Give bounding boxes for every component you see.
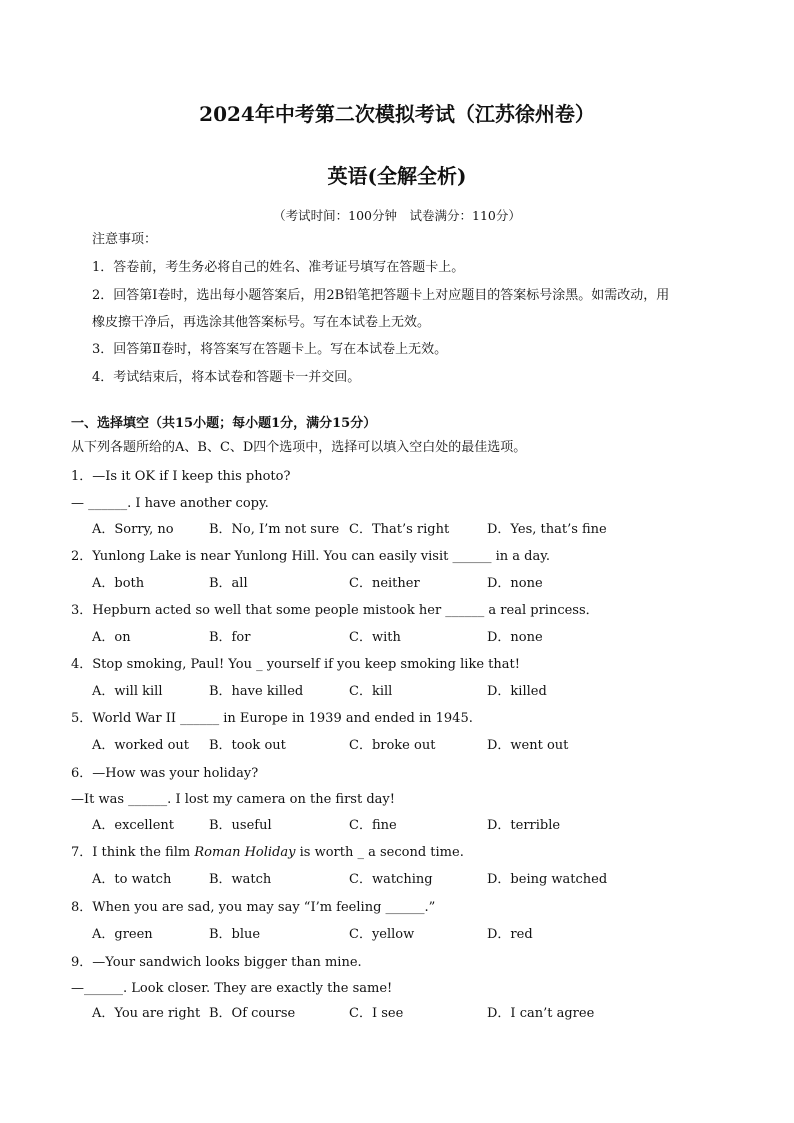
film-title: Roman Holiday — [194, 845, 296, 860]
option-b: B．watch — [209, 872, 272, 887]
option-c: C．yellow — [349, 927, 415, 942]
option-d: D．none — [487, 576, 543, 591]
exam-title: 2024年中考第二次模拟考试（江苏徐州卷） — [199, 102, 595, 126]
option-c: C．fine — [349, 818, 397, 833]
option-d: D．terrible — [487, 818, 561, 833]
option-b: B．Of course — [209, 1006, 296, 1021]
question-stem: 4．Stop smoking, Paul! You _ yourself if you keep smoking like that! — [71, 657, 520, 672]
section-instruction: 从下列各题所给的A、B、C、D四个选项中，选择可以填入空白处的最佳选项。 — [71, 440, 527, 455]
option-a: A．worked out — [92, 738, 190, 753]
question-stem-reply: — ______. I have another copy. — [71, 496, 269, 511]
question-stem: 6．—How was your holiday? — [71, 766, 259, 781]
exam-info: （考试时间：100分钟 试卷满分：110分） — [273, 208, 521, 223]
option-b: B．useful — [209, 818, 272, 833]
note-item: 2．回答第Ⅰ卷时，选出每小题答案后，用2B铅笔把答题卡上对应题目的答案标号涂黑。如需改动，用 — [92, 288, 670, 303]
option-c: C．watching — [349, 872, 433, 887]
option-c: C．with — [349, 630, 401, 645]
option-b: B．No, I’m not sure — [209, 522, 340, 537]
question-stem: 5．World War II ______ in Europe in 1939 and ended in 1945. — [71, 711, 473, 726]
option-d: D．killed — [487, 684, 547, 699]
question-stem: 9．—Your sandwich looks bigger than mine. — [71, 955, 362, 970]
stem-text: 7．I think the film — [71, 845, 195, 860]
option-b: B．for — [209, 630, 251, 645]
question-stem: 8．When you are sad, you may say “I’m feeling ______.” — [71, 900, 436, 915]
section-heading: 一、选择填空（共15小题；每小题1分，满分15分） — [71, 416, 377, 431]
option-d: D．being watched — [487, 872, 608, 887]
stem-text: is worth _ a second time. — [295, 845, 464, 860]
option-a: A．on — [92, 630, 131, 645]
note-item: 3．回答第Ⅱ卷时，将答案写在答题卡上。写在本试卷上无效。 — [92, 342, 448, 357]
note-item: 橡皮擦干净后，再选涂其他答案标号。写在本试卷上无效。 — [92, 315, 431, 330]
option-b: B．took out — [209, 738, 286, 753]
option-b: B．blue — [209, 927, 261, 942]
option-c: C．neither — [349, 576, 420, 591]
exam-subtitle: 英语(全解全析) — [327, 164, 467, 188]
question-stem — [71, 845, 464, 861]
option-a: A．green — [92, 927, 153, 942]
question-stem: 3．Hepburn acted so well that some people mistook her ______ a real princess． — [71, 603, 599, 618]
option-a: A．will kill — [92, 684, 163, 699]
option-a: A．excellent — [92, 818, 174, 833]
option-d: D．I can’t agree — [487, 1006, 595, 1021]
question-stem-reply: —______. Look closer. They are exactly the same! — [71, 981, 393, 996]
question-stem: 2．Yunlong Lake is near Yunlong Hill. You can easily visit ______ in a day. — [71, 549, 550, 564]
option-b: B．have killed — [209, 684, 304, 699]
option-a: A．You are right — [92, 1006, 201, 1021]
question-stem-reply: —It was ______. I lost my camera on the first day! — [71, 792, 395, 807]
option-a: A．Sorry, no — [92, 522, 174, 537]
option-c: C．broke out — [349, 738, 436, 753]
option-c: C．That’s right — [349, 522, 450, 537]
option-d: D．none — [487, 630, 543, 645]
option-d: D．red — [487, 927, 533, 942]
question-stem: 1．—Is it OK if I keep this photo? — [71, 469, 291, 484]
note-item: 1．答卷前，考生务必将自己的姓名、准考证号填写在答题卡上。 — [92, 260, 465, 275]
option-d: D．Yes, that’s fine — [487, 522, 607, 537]
note-item: 4．考试结束后，将本试卷和答题卡一并交回。 — [92, 370, 361, 385]
option-d: D．went out — [487, 738, 569, 753]
option-b: B．all — [209, 576, 248, 591]
notes-label: 注意事项： — [92, 232, 158, 247]
option-c: C．kill — [349, 684, 393, 699]
option-c: C．I see — [349, 1006, 404, 1021]
option-a: A．both — [92, 576, 145, 591]
option-a: A．to watch — [92, 872, 172, 887]
